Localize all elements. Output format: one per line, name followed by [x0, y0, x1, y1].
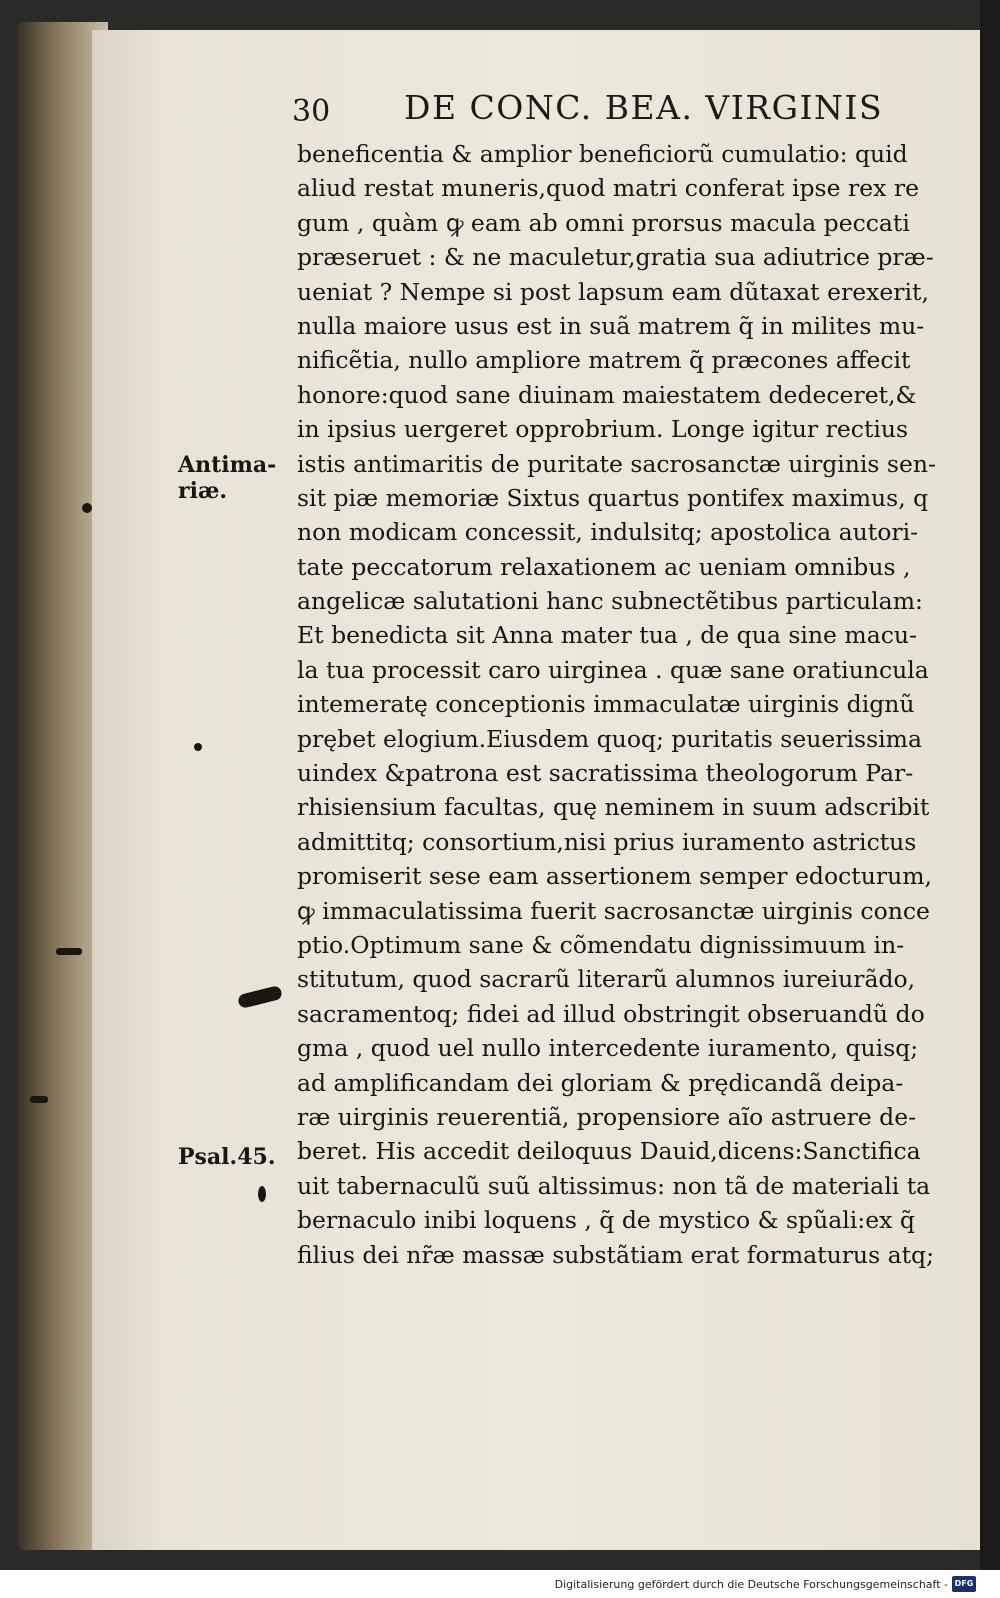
text-line: filius dei nr̃æ massæ substãtiam erat formaturus atq; [297, 1240, 935, 1269]
text-line: angelicæ salutationi hanc subnectẽtibus particulam: [297, 587, 923, 616]
text-line: uindex &patrona est sacratissima theologorum Par- [297, 759, 914, 788]
text-line: uit tabernaculũ suũ altissimus: non tã de materiali ta [297, 1171, 931, 1200]
text-line: ræ uirginis reuerentiã, propensiore aĩo astruere de- [297, 1102, 917, 1131]
text-line: bernaculo inibi loquens , q̃ de mystico & spũali:ex q̃ [297, 1206, 915, 1235]
text-line: nulla maiore usus est in suã matrem q̃ in milites mu- [297, 311, 925, 340]
text-line: aliud restat muneris,quod matri conferat ipse rex re [297, 174, 920, 203]
text-line: gum , quàm ꝙ eam ab omni prorsus macula peccati [297, 208, 910, 237]
text-line: beneficentia & amplior beneficiorũ cumulatio: quid [297, 140, 908, 168]
text-line: sacramentoq; fidei ad illud obstringit obseruandũ do [297, 999, 925, 1028]
text-line: ꝙ immaculatissima fuerit sacrosanctæ uirginis conce [297, 896, 930, 925]
body-text [297, 137, 967, 1272]
text-line: istis antimaritis de puritate sacrosanctæ uirginis sen- [297, 449, 936, 478]
text-line: promiserit sese eam assertionem semper edocturum, [297, 862, 932, 891]
text-line: nificẽtia, nullo ampliore matrem q̃ præcones affecit [297, 346, 911, 375]
text-line: prębet elogium.Eiusdem quoq; puritatis seuerissima [297, 724, 922, 753]
marginal-note-psalm: Psal.45. [178, 1144, 276, 1170]
text-line: beret. His accedit deiloquus Dauid,dicens:Sanctifica [297, 1137, 921, 1166]
page-header [292, 88, 932, 136]
text-line: non modicam concessit, indulsitq; apostolica autori- [297, 518, 919, 547]
marginal-note-antimariae: Antima- riæ. [178, 452, 277, 504]
text-line: admittitq; consortium,nisi prius iuramento astrictus [297, 827, 917, 856]
book-edge-right [980, 0, 1000, 1570]
text-line: ueniat ? Nempe si post lapsum eam dũtaxat erexerit, [297, 277, 929, 306]
text-line: tate peccatorum relaxationem ac ueniam omnibus , [297, 552, 911, 581]
text-line: præseruet : & ne maculetur,gratia sua adiutrice præ- [297, 243, 934, 272]
text-line: intemeratę conceptionis immaculatæ uirginis dignũ [297, 690, 915, 719]
footer-credit: Digitalisierung gefördert durch die Deutsche Forschungsgemeinschaft - [554, 1578, 948, 1591]
ink-spot [258, 1186, 266, 1202]
footer-bar [0, 1570, 1000, 1598]
text-line: la tua processit caro uirginea . quæ sane oratiuncula [297, 655, 929, 684]
text-line: ad amplificandam dei gloriam & prędicandã deipa- [297, 1068, 904, 1097]
text-line: Et benedicta sit Anna mater tua , de qua sine macu- [297, 621, 917, 650]
text-line: in ipsius uergeret opprobrium. Longe igitur rectius [297, 415, 909, 444]
text-line: gma , quod uel nullo intercedente iuramento, quisq; [297, 1034, 919, 1063]
ink-spot [30, 1096, 48, 1103]
running-title: DE CONC. BEA. VIRGINIS [404, 88, 884, 127]
page-number: 30 [292, 94, 331, 129]
ink-spot [194, 743, 202, 751]
ink-spot [82, 503, 92, 513]
text-line: stitutum, quod sacrarũ literarũ alumnos iureiurãdo, [297, 965, 916, 994]
ink-spot [56, 948, 82, 955]
text-line: ptio.Optimum sane & cõmendatu dignissimuum in- [297, 930, 905, 959]
text-line: rhisiensium facultas, quę neminem in suum adscribit [297, 793, 930, 822]
dfg-logo-icon: DFG [952, 1576, 976, 1592]
text-line: sit piæ memoriæ Sixtus quartus pontifex maximus, q [297, 483, 929, 512]
text-line: honore:quod sane diuinam maiestatem dedeceret,& [297, 380, 917, 409]
